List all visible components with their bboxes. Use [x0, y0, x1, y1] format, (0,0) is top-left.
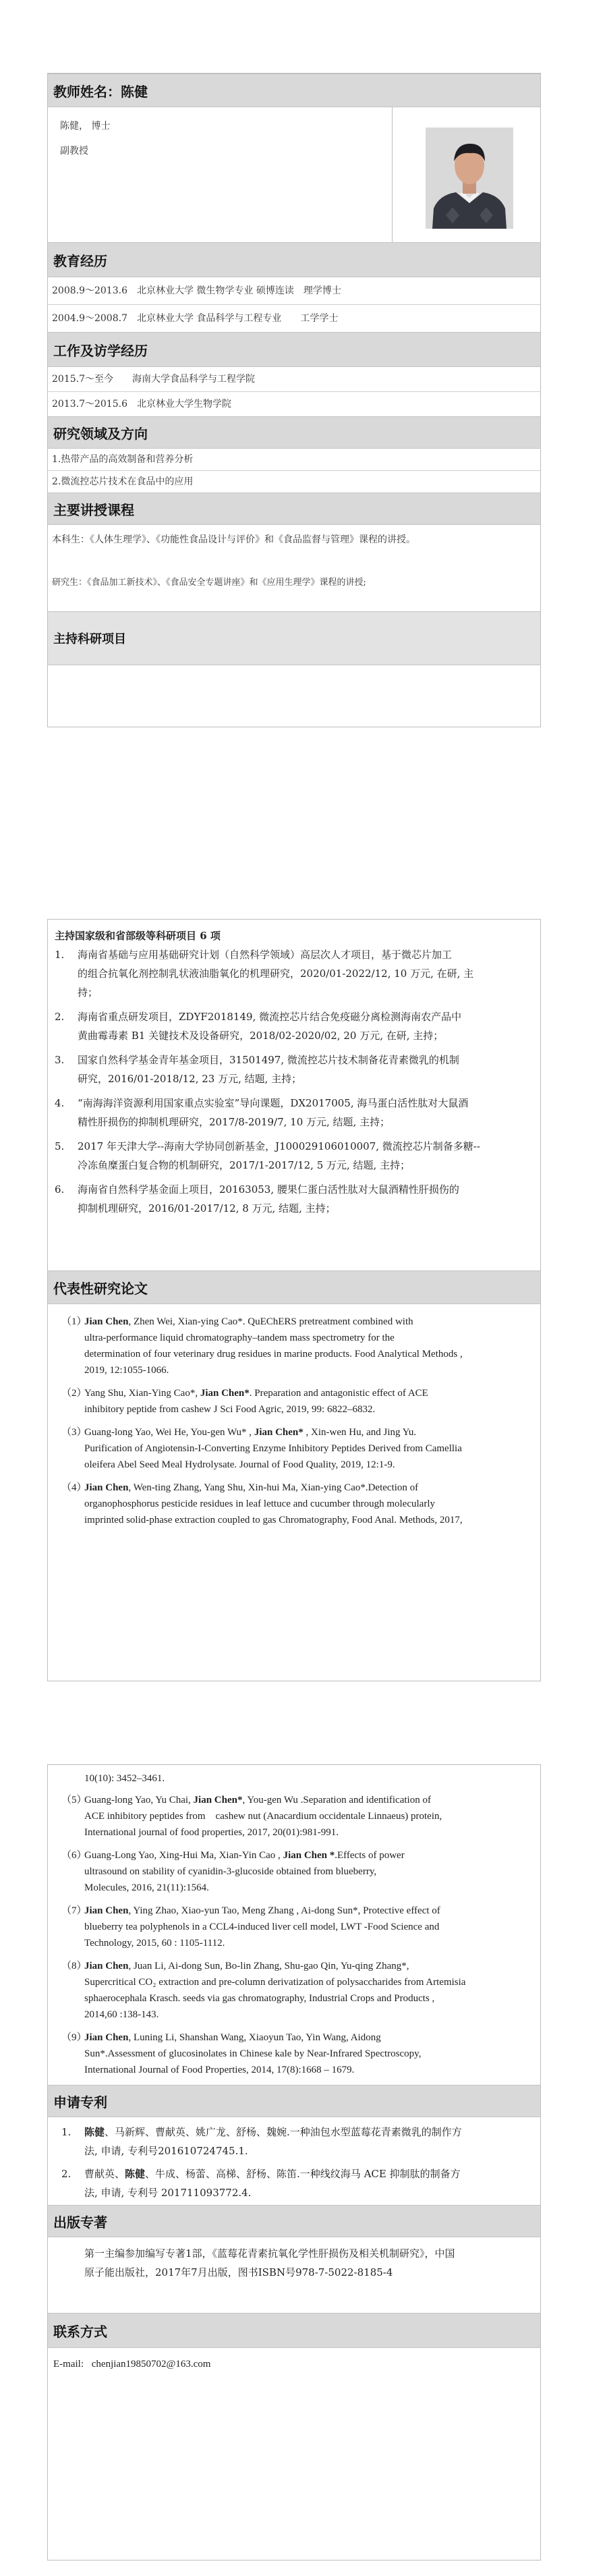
- academic-rank: 副教授: [60, 146, 88, 157]
- list-item: [55, 945, 528, 1002]
- paper-item: [61, 1385, 529, 1418]
- author-highlight: Jian Chen *: [283, 1850, 335, 1861]
- item-line: 黄曲霉毒素 B1 关键技术及设备研究，2018/02-2020/02, 20 万元, 在研, 主持；: [78, 1030, 444, 1042]
- item-line: imprinted solid-phase extraction coupled to gas Chromatography, Food Anal. Methods, 2017,: [84, 1515, 463, 1525]
- item-line: oleifera Abel Seed Meal Hydrolysate. Journal of Food Quality, 2019, 12:1-9.: [84, 1459, 395, 1470]
- publication-line: 第一主编参加编写专著1部，《蓝莓花青素抗氧化学性肝损伤及相关机制研究》，中国: [84, 2247, 455, 2260]
- author-highlight: Jian Chen: [84, 1905, 129, 1916]
- research-item: 2.微流控芯片技术在食品中的应用: [52, 476, 194, 487]
- item-number: （5）: [61, 1795, 87, 1805]
- item-line: 海南省基础与应用基础研究计划（自然科学领域）高层次人才项目，基于微芯片加工: [78, 949, 453, 961]
- item-line: , You-gen Wu .Separation and identification of: [242, 1795, 431, 1805]
- cv-page-2: [47, 919, 541, 1681]
- teacher-name: 陈健: [121, 83, 148, 100]
- item-number: （7）: [61, 1905, 87, 1916]
- item-number: （3）: [61, 1427, 87, 1438]
- cv-page-1: [47, 73, 541, 727]
- item-number: （1）: [61, 1316, 87, 1327]
- item-line: . Preparation and antagonistic effect of ACE: [249, 1388, 428, 1399]
- author-highlight: Jian Chen*: [200, 1388, 250, 1399]
- item-line: Yang Shu, Xian-Ying Cao*,: [84, 1388, 200, 1399]
- item-line: sphaerocephala Krasch. seeds via gas chromatography, Industrial Crops and Products ,: [84, 1993, 435, 2004]
- author-highlight: Jian Chen: [84, 1316, 129, 1327]
- item-number: （4）: [61, 1482, 87, 1493]
- list-item: [55, 1137, 528, 1175]
- education-heading: 教育经历: [48, 242, 540, 277]
- item-line: , Luning Li, Shanshan Wang, Xiaoyun Tao, Yin Wang, Aidong: [128, 2032, 381, 2043]
- item-number: 1.: [55, 949, 65, 961]
- project-list: [48, 945, 540, 1218]
- item-number: 2.: [55, 1011, 65, 1023]
- item-number: 5.: [55, 1140, 65, 1152]
- education-item: 2004.9～2008.7 北京林业大学 食品科学与工程专业 工学学士: [52, 313, 339, 324]
- name-label: 教师姓名：: [53, 83, 121, 100]
- author-highlight: Jian Chen: [84, 2032, 129, 2043]
- email-label: E-mail:: [53, 2359, 84, 2370]
- item-line: organophosphorus pesticide residues in leaf lettuce and cucumber through molecularly: [84, 1499, 435, 1509]
- item-line: 国家自然科学基金青年基金项目，31501497, 微流控芯片技术制备花青素微乳的机制: [78, 1054, 459, 1066]
- item-line: 法, 申请, 专利号 201711093772.4.: [84, 2187, 252, 2199]
- item-line: 曹献英、: [84, 2168, 125, 2180]
- item-line: 2019, 12:1055-1066.: [84, 1365, 169, 1376]
- item-line: 、马新辉、曹献英、姚广龙、舒杨、魏婉.一种油包水型蓝莓花青素微乳的制作方: [105, 2126, 462, 2138]
- item-number: （2）: [61, 1388, 87, 1399]
- email-link[interactable]: chenjian19850702@163.com: [91, 2359, 211, 2370]
- list-item: [55, 1007, 528, 1045]
- item-line: 精性肝损伤的抑制机理研究，2017/8-2019/7, 10 万元, 结题, 主持；: [78, 1116, 391, 1128]
- item-number: （9）: [61, 2032, 87, 2043]
- item-line: Sun*.Assessment of glucosinolates in Chinese kale by Near-Infrared Spectroscopy,: [84, 2048, 422, 2059]
- patent-list: [48, 2117, 540, 2205]
- item-number: 1.: [61, 2126, 71, 2138]
- list-item: [61, 2164, 529, 2202]
- item-line: Guang-Long Yao, Xing-Hui Ma, Xian-Yin Cao ,: [84, 1850, 283, 1861]
- paper-item: [61, 1424, 529, 1473]
- contact-heading: 联系方式: [48, 2313, 540, 2348]
- paper-item: [61, 1314, 529, 1378]
- item-number: 4.: [55, 1097, 65, 1109]
- author-highlight: Jian Chen: [84, 1961, 129, 1971]
- portrait-photo: [426, 128, 513, 229]
- item-number: 2.: [61, 2168, 71, 2180]
- item-line: 法, 申请, 专利号201610724745.1.: [84, 2145, 248, 2157]
- item-line: , Ying Zhao, Xiao-yun Tao, Meng Zhang , Ai-dong Sun*, Protective effect of: [128, 1905, 440, 1916]
- paper-item: [61, 1792, 529, 1841]
- item-line: , Xin-wen Hu, and Jing Yu.: [303, 1427, 417, 1438]
- list-item: [55, 1094, 528, 1131]
- name-title: 陈健， 博士: [60, 121, 111, 132]
- item-line: Technology, 2015, 60 : 1105-1112.: [84, 1938, 225, 1949]
- item-line: 持；: [78, 986, 98, 999]
- item-line: .Effects of power: [335, 1850, 405, 1861]
- work-item: 2015.7～至今 海南大学食品科学与工程学院: [48, 367, 540, 392]
- teaching-heading: 主要讲授课程: [48, 493, 540, 525]
- item-number: 3.: [55, 1054, 65, 1066]
- publication-line: 原子能出版社，2017年7月出版，图书ISBN号978-7-5022-8185-4: [84, 2266, 393, 2278]
- item-line: Molecules, 2016, 21(11):1564.: [84, 1882, 209, 1893]
- item-line: inhibitory peptide from cashew J Sci Food Agric, 2019, 99: 6822–6832.: [84, 1404, 376, 1415]
- publication-block: [48, 2237, 540, 2313]
- item-line: , Wen-ting Zhang, Yang Shu, Xin-hui Ma, Xian-ying Cao*.Detection of: [128, 1482, 419, 1493]
- item-line: 的组合抗氧化剂控制乳状液油脂氧化的机理研究，2020/01-2022/12, 10 万元, 在研, 主: [78, 968, 474, 980]
- item-number: （8）: [61, 1961, 87, 1971]
- item-line: Guang-long Yao, Wei He, You-gen Wu* ,: [84, 1427, 254, 1438]
- header-band: [48, 74, 540, 107]
- item-line: 抑制机理研究，2016/01-2017/12, 8 万元, 结题, 主持；: [78, 1202, 336, 1214]
- item-line: determination of four veterinary drug residues in marine products. Food Analytical Methods ,: [84, 1349, 463, 1360]
- paper-item: [61, 1903, 529, 1951]
- profile-block: [48, 107, 540, 242]
- item-line: 研究，2016/01-2018/12, 23 万元, 结题, 主持；: [78, 1073, 302, 1085]
- papers-heading: 代表性研究论文: [48, 1270, 540, 1304]
- work-item: 2013.7～2015.6 北京林业大学生物学院: [52, 399, 231, 410]
- paper-item: [61, 1847, 529, 1896]
- projects-subtitle: 主持国家级和省部级等科研项目 6 项: [55, 930, 221, 942]
- grad-courses: 研究生：《食品加工新技术》、《食品安全专题讲座》和《应用生理学》课程的讲授;: [52, 578, 366, 588]
- item-line: ACE inhibitory peptides from cashew nut (Anacardium occidentale Linnaeus) protein,: [84, 1811, 442, 1822]
- paper-list-continued: [48, 1765, 540, 2078]
- list-item: [61, 2123, 529, 2160]
- item-line: 、牛成、杨蕾、高梯、舒杨、陈笛.一种线纹海马 ACE 抑制肽的制备方: [145, 2168, 461, 2180]
- projects-heading: 主持科研项目: [48, 611, 540, 665]
- item-line: 冷冻鱼糜蛋白复合物的机制研究，2017/1-2017/12, 5 万元, 结题, 主持；: [78, 1159, 411, 1171]
- paper-continuation: 10(10): 3452–3461.: [84, 1773, 165, 1784]
- work-heading: 工作及访学经历: [48, 332, 540, 367]
- item-line: International Journal of Food Properties, 2014, 17(8):1668 – 1679.: [84, 2065, 355, 2075]
- author-highlight: Jian Chen: [84, 1482, 129, 1493]
- item-line: 海南省重点研发项目，ZDYF2018149, 微流控芯片结合免疫磁分离检测海南农产品中: [78, 1011, 462, 1023]
- author-highlight: Jian Chen*: [193, 1795, 243, 1805]
- item-line: “南海海洋资源利用国家重点实验室”导向课题，DX2017005, 海马蛋白活性肽对大鼠酒: [78, 1097, 469, 1109]
- photo-divider: [392, 107, 393, 242]
- publications-heading: 出版专著: [48, 2205, 540, 2237]
- author-highlight: Jian Chen*: [254, 1427, 304, 1438]
- item-line: , Juan Li, Ai-dong Sun, Bo-lin Zhang, Shu-gao Qin, Yu-qing Zhang*,: [128, 1961, 409, 1971]
- research-heading: 研究领域及方向: [48, 416, 540, 449]
- item-line: 2017 年天津大学--海南大学协同创新基金，J100029106010007, 微流控芯片制备多糖--: [78, 1140, 480, 1152]
- item-line: International journal of food properties, 2017, 20(01):981-991.: [84, 1827, 339, 1838]
- undergrad-courses: 本科生：《人体生理学》、《功能性食品设计与评价》和《食品监督与管理》课程的讲授。: [52, 534, 415, 545]
- item-line: ultrasound on stability of cyanidin-3-glucoside obtained from blueberry,: [84, 1866, 377, 1877]
- item-line: Guang-long Yao, Yu Chai,: [84, 1795, 194, 1805]
- list-item: [55, 1180, 528, 1218]
- item-line: 海南省自然科学基金面上项目，20163053, 腰果仁蛋白活性肽对大鼠酒精性肝损伤的: [78, 1183, 459, 1196]
- item-line: Supercritical CO₂ extraction and pre-column derivatization of polysaccharides from Artemisia: [84, 1977, 466, 1988]
- author-highlight: 陈健: [84, 2126, 105, 2138]
- list-item: [55, 1051, 528, 1088]
- teaching-block: [48, 525, 540, 611]
- patents-heading: 申请专利: [48, 2085, 540, 2117]
- research-item: 1.热带产品的高效制备和营养分析: [48, 449, 540, 471]
- item-line: 2014,60 :138-143.: [84, 2009, 159, 2020]
- item-line: blueberry tea polyphenols in a CCL4-induced liver cell model, LWT -Food Science and: [84, 1922, 440, 1932]
- paper-list: [48, 1304, 540, 1528]
- item-line: ultra-performance liquid chromatography–tandem mass spectrometry for the: [84, 1333, 395, 1343]
- item-line: , Zhen Wei, Xian-ying Cao*. QuEChERS pretreatment combined with: [128, 1316, 413, 1327]
- paper-item: [61, 2029, 529, 2078]
- paper-item: [61, 1958, 529, 2023]
- paper-item: [61, 1480, 529, 1528]
- cv-page-3: [47, 1764, 541, 2560]
- item-number: 6.: [55, 1183, 65, 1196]
- contact-row: [48, 2348, 540, 2381]
- education-item: 2008.9～2013.6 北京林业大学 微生物学专业 硕博连读 理学博士: [48, 277, 540, 305]
- item-number: （6）: [61, 1850, 87, 1861]
- author-highlight: 陈健: [125, 2168, 146, 2180]
- item-line: Purification of Angiotensin-I-Converting Enzyme Inhibitory Peptides Derived from Camellia: [84, 1443, 462, 1454]
